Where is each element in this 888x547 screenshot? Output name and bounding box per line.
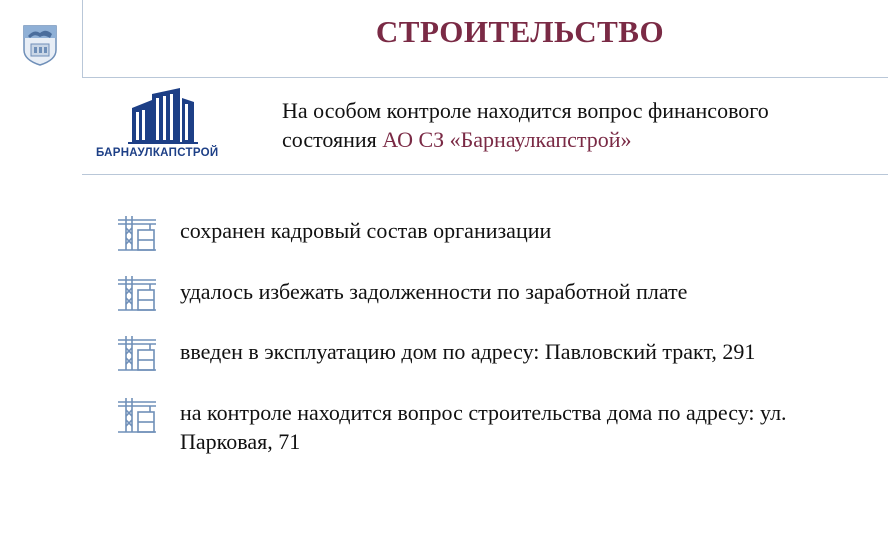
intro-divider [82, 174, 888, 175]
crane-building-icon [116, 332, 158, 372]
header-vertical-divider [82, 0, 83, 77]
intro-text [282, 96, 862, 154]
page-title: СТРОИТЕЛЬСТВО [375, 14, 665, 49]
list-item: введен в эксплуатацию дом по адресу: Павловский тракт, 291 [180, 339, 756, 364]
list-item: на контроле находится вопрос строительства дома по адресу: ул. Парковая, 71 [180, 400, 787, 454]
intro-main: На особом контроле находится вопрос финансового состояния [282, 98, 769, 152]
city-crest-icon [22, 24, 58, 66]
company-logo-text: БАРНАУЛКАПСТРОЙ [96, 147, 219, 159]
list-item: сохранен кадровый состав организации [180, 218, 552, 243]
list-item: удалось избежать задолженности по заработной плате [180, 279, 688, 304]
header-divider [82, 77, 888, 78]
crane-building-icon [116, 272, 158, 312]
company-name-highlight: АО СЗ «Барнаулкапстрой» [382, 127, 632, 152]
crane-building-icon [116, 394, 158, 434]
crane-building-icon [116, 212, 158, 252]
